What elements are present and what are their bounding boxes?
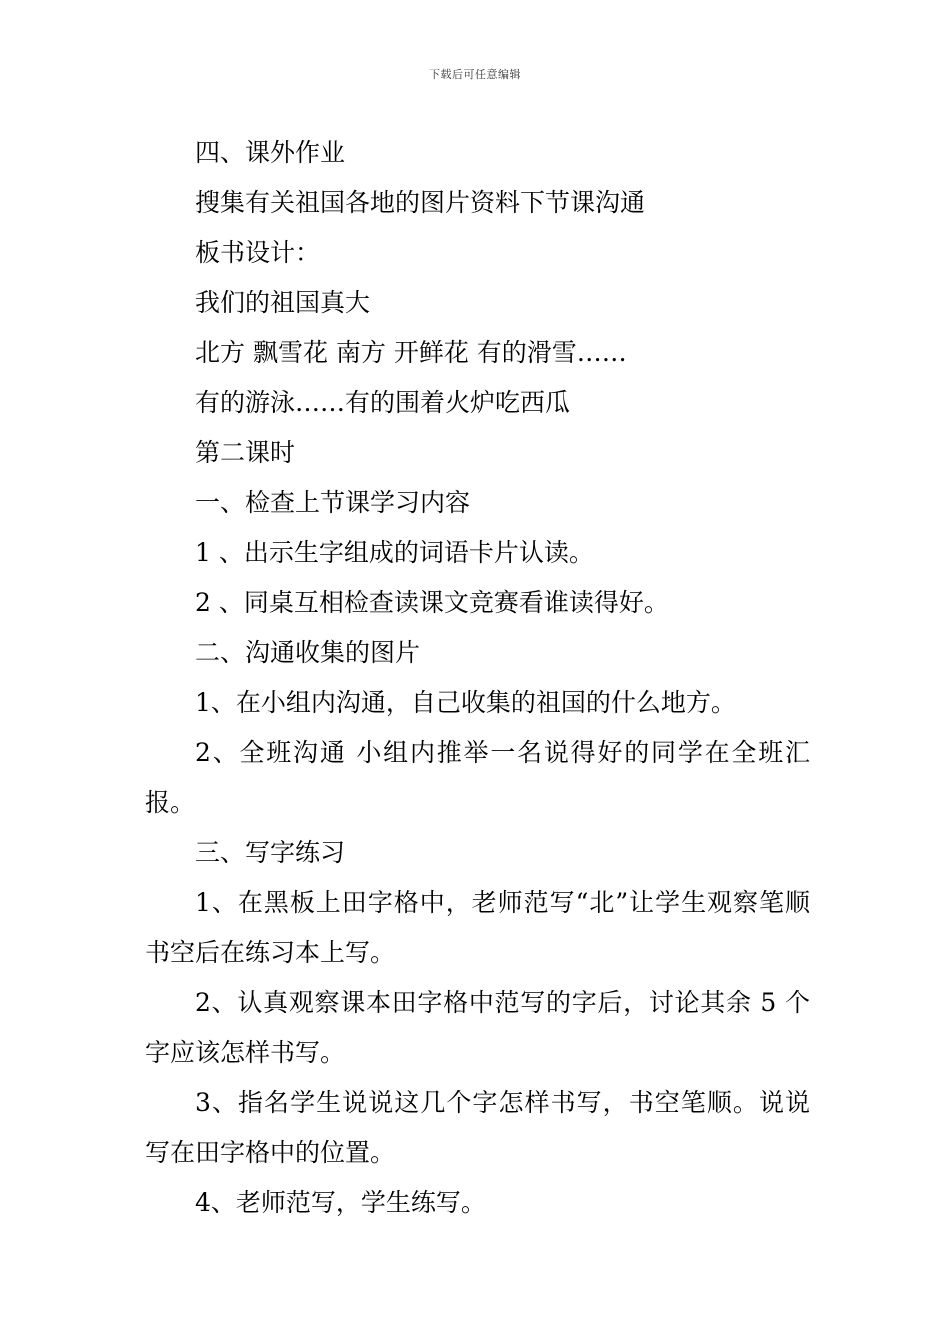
writing-step-1: 1、在黑板上田字格中，老师范写“北”让学生观察笔顺书空后在练习本上写。 bbox=[145, 888, 810, 967]
board-line-2: 有的游泳……有的围着火炉吃西瓜 bbox=[195, 388, 571, 417]
board-line-1: 北方 飘雪花 南方 开鲜花 有的滑雪…… bbox=[195, 338, 627, 367]
heading-homework: 四、课外作业 bbox=[195, 138, 346, 167]
page-header: 下载后可任意编辑 bbox=[429, 68, 521, 81]
review-step-2: 2 、同桌互相检查读课文竞赛看谁读得好。 bbox=[195, 588, 669, 617]
board-title: 我们的祖国真大 bbox=[195, 288, 371, 317]
document-body bbox=[145, 128, 810, 1228]
heading-share-pictures: 二、沟通收集的图片 bbox=[195, 638, 421, 667]
share-step-1: 1、在小组内沟通，自己收集的祖国的什么地方。 bbox=[195, 688, 736, 717]
heading-board-design: 板书设计： bbox=[195, 238, 321, 267]
paragraph-homework-task: 搜集有关祖国各地的图片资料下节课沟通 bbox=[195, 188, 646, 217]
writing-step-4: 4、老师范写，学生练写。 bbox=[195, 1188, 486, 1217]
heading-writing-practice: 三、写字练习 bbox=[195, 838, 346, 867]
heading-second-lesson: 第二课时 bbox=[195, 438, 296, 467]
share-step-2: 2、全班沟通 小组内推举一名说得好的同学在全班汇报。 bbox=[145, 738, 810, 817]
review-step-1: 1 、出示生字组成的词语卡片认读。 bbox=[195, 538, 594, 567]
writing-step-2: 2、认真观察课本田字格中范写的字后，讨论其余 5 个字应该怎样书写。 bbox=[145, 988, 810, 1067]
heading-review: 一、检查上节课学习内容 bbox=[195, 488, 471, 517]
writing-step-3: 3、指名学生说说这几个字怎样书写，书空笔顺。说说写在田字格中的位置。 bbox=[145, 1088, 810, 1167]
